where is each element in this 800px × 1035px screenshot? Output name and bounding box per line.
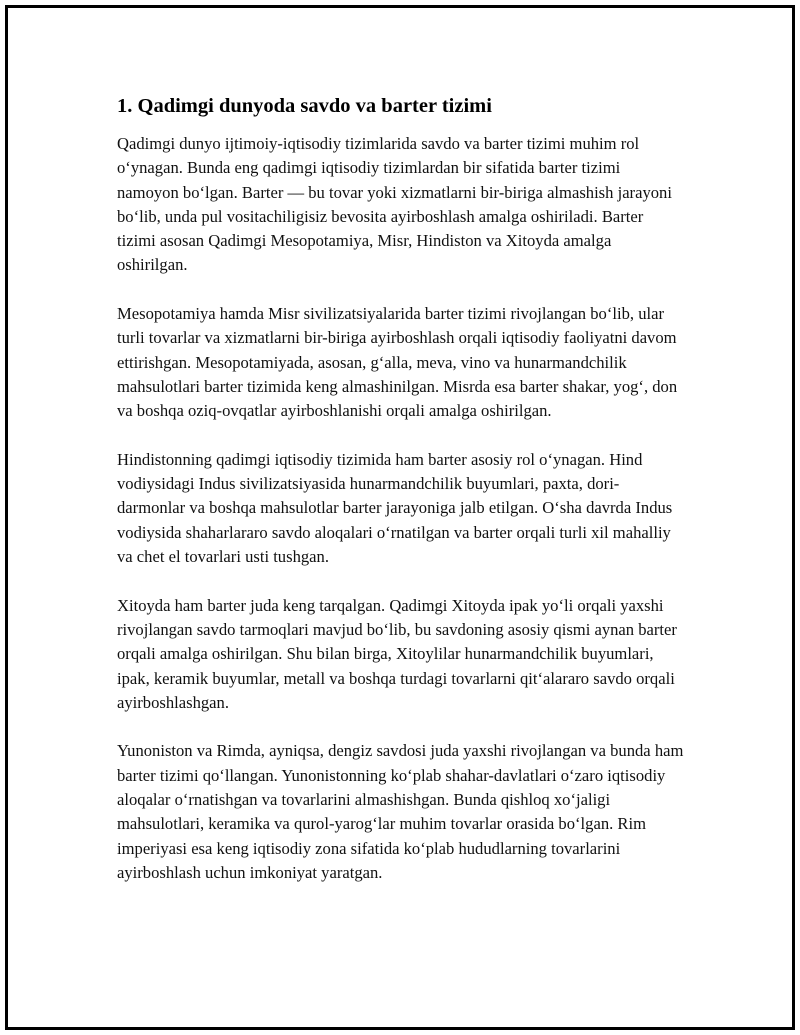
- paragraph-india: Hindistonning qadimgi iqtisodiy tizimida ham barter asosiy rol o‘ynagan. Hind vodiysidagi Indus sivilizatsiyasida hunarmandchilik buyumlari, paxta, dori-darmonlar va boshqa mahsulotlar barter jarayoniga jalb etilgan. O‘sha davrda Indus vodiysida shaharlararo savdo aloqalari o‘rnatilgan va barter orqali turli xil mahalliy va chet el tovarlari usti tushgan.: [117, 449, 673, 567]
- paragraph-china: Xitoyda ham barter juda keng tarqalgan. Qadimgi Xitoyda ipak yo‘li orqali yaxshi rivojlangan savdo tarmoqlari mavjud bo‘lib, bu savdoning asosiy qismi aynan barter orqali amalga oshirilgan. Shu bilan birga, Xitoylilar hunarmandchilik buyumlari, ipak, keramik buyumlar, metall va boshqa turdagi tovarlarni qit‘alararo savdo orqali ayirboshlashgan.: [117, 595, 677, 712]
- section-title: 1. Qadimgi dunyoda savdo va barter tizimi: [117, 95, 492, 117]
- paragraph-barter-intro: Qadimgi dunyo ijtimoiy-iqtisodiy tizimlarida savdo va barter tizimi muhim rol o‘ynagan. Bunda eng qadimgi iqtisodiy tizimlardan bir sifatida barter tizimi namoyon bo‘lgan. Barter — bu tovar yoki xizmatlarni bir-biriga almashish jarayoni bo‘lib, unda pul vositachiligisiz bevosita ayirboshlash amalga oshiriladi. Barter tizimi asosan Qadimgi Mesopotamiya, Misr, Hindiston va Xitoyda amalga oshirilgan.: [117, 134, 672, 275]
- paragraph-greece-rome: Yunoniston va Rimda, ayniqsa, dengiz savdosi juda yaxshi rivojlangan va bunda ham barter tizimi qo‘llangan. Yunonistonning ko‘plab shahar-davlatlari o‘zaro iqtisodiy aloqalar o‘rnatishgan va tovarlarini almashishgan. Bunda qishloq xo‘jaligi mahsulotlari, keramika va qurol-yarog‘lar muhim tovarlar orasida bo‘lgan. Rim imperiyasi esa keng iqtisodiy zona sifatida ko‘plab hududlarning tovarlarini ayirboshlash uchun imkoniyat yaratgan.: [117, 741, 684, 882]
- document-body: [117, 92, 685, 885]
- paragraph-mesopotamia-egypt: Mesopotamiya hamda Misr sivilizatsiyalarida barter tizimi rivojlangan bo‘lib, ular turli tovarlar va xizmatlarni bir-biriga ayirboshlash orqali iqtisodiy faoliyatni davom ettirishgan. Mesopotamiyada, asosan, g‘alla, meva, vino va hunarmandchilik mahsulotlari barter tizimida keng almashinilgan. Misrda esa barter shakar, yog‘, don va boshqa oziq-ovqatlar ayirboshlanishi orqali amalga oshirilgan.: [117, 304, 678, 421]
